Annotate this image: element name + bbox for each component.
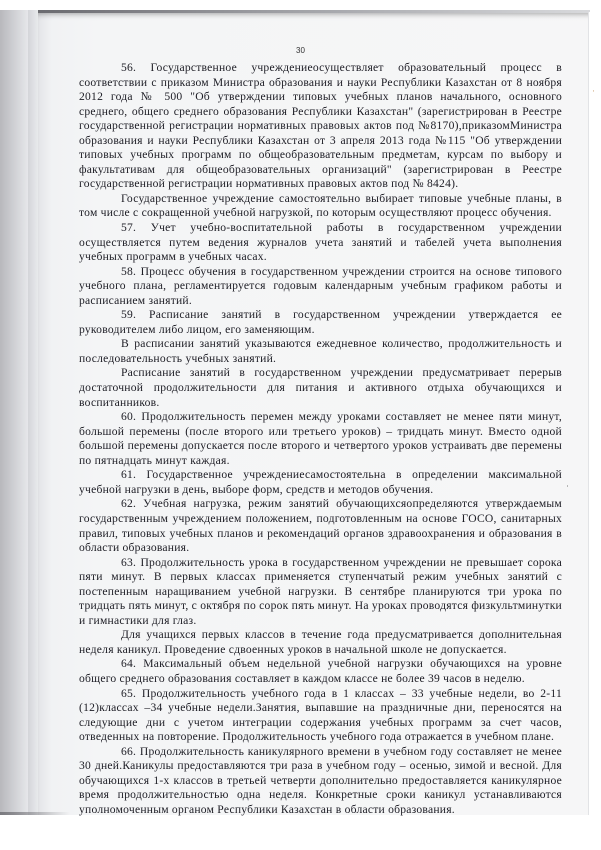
- paragraph-59: 59. Расписание занятий в государственном учреждении утверждается ее руководителем либо лицом, его заменяющим.: [79, 308, 562, 336]
- paragraph-56: 56. Государственное учреждениеосуществляет образовательный процесс в соответствии с приказом Министра образования и науки Республики Казахстан от 8 ноября 2012 года № 500 "Об утверждении типовых учебных планов начального, основного среднего, общего среднего образования Республики Казахстан" (зарегистрирован в Реестре государственной регистрации нормативных правовых актов под №8170),приказомМинистра образования и науки Республики Казахстан от 3 апреля 2013 года №115 "Об утверждении типовых учебных программ по общеобразовательным предметам, курсам по выбору и факультативам для общеобразовательных организаций" (зарегистрирован в Реестре государственной регистрации нормативных правовых актов под № 8424).: [79, 61, 562, 191]
- paragraph-56-note: Государственное учреждение самостоятельно выбирает типовые учебные планы, в том числе с сокращенной учебной нагрузкой, по которым осуществляют процесс обучения.: [79, 191, 562, 220]
- scan-stray-mark: ʾ: [566, 484, 569, 494]
- paragraph-63: 63. Продолжительность урока в государственном учреждении не превышает сорока пяти минут. В первых классах применяется ступенчатый режим учебных занятий с постепенным наращиванием учебной нагрузки. В сентябре планируются три урока по тридцать пять минут, с октября по сорок пять минут. На уроках проводятся физкультминутки и гимнастики для глаз.: [79, 555, 562, 627]
- page-number: 30: [296, 46, 305, 55]
- document-body: [79, 61, 562, 817]
- paragraph-62: 62. Учебная нагрузка, режим занятий обучающихсяопределяются утверждаемым государственным учреждением положением, подготовленным на основе ГОСО, санитарных правил, типовых учебных планов и рекомендаций органов здравоохранения и образования в области образования.: [79, 497, 562, 555]
- scan-smudge-mark: ·: [592, 86, 595, 96]
- page-top-edge: [38, 10, 590, 13]
- paragraph-65: 65. Продолжительность учебного года в 1 классах – 33 учебные недели, во 2-11 (12)классах –34 учебные недели.Занятия, выпавшие на праздничные дни, переносятся на следующие дни с учетом интеграции содержания учебных программ за счет часов, отведенных на повторение. Продолжительность учебного года отражается в учебном плане.: [79, 686, 562, 744]
- paragraph-61: 61. Государственное учреждениесамостоятельна в определении максимальной учебной нагрузки в день, выборе форм, средств и методов обучения.: [79, 468, 562, 496]
- page-right-margin: [588, 12, 601, 815]
- paragraph-58: 58. Процесс обучения в государственном учреждении строится на основе типового учебного плана, регламентируется годовым календарным учебным графиком работы и расписанием занятий.: [79, 264, 562, 307]
- paragraph-66: 66. Продолжительность каникулярного времени в учебном году составляет не менее 30 дней.Каникулы предоставляются три раза в учебном году – осенью, зимой и весной. Для обучающихся 1-х классов в третьей четверти дополнительно предоставляется каникулярное время продолжительностью одна неделя. Конкретные сроки каникул устанавливаются уполномоченным органом Республики Казахстан в области образования.: [79, 744, 562, 816]
- scan-binding-shadow: [0, 10, 40, 815]
- paragraph-60: 60. Продолжительность перемен между уроками составляет не менее пяти минут, большой перемены (после второго или третьего уроков) – тридцать минут. Вместо одной большой перемены допускается после второго и четвертого уроков устраивать две перемены по пятнадцать минут каждая.: [79, 410, 562, 467]
- paragraph-59-break: Расписание занятий в государственном учреждении предусматривает перерыв достаточной продолжительности для питания и активного отдыха обучающихся и воспитанников.: [79, 366, 562, 409]
- paragraph-59-schedule: В расписании занятий указываются ежедневное количество, продолжительность и последовательность учебных занятий.: [79, 337, 562, 365]
- paragraph-64: 64. Максимальный объем недельной учебной нагрузки обучающихся на уровне общего среднего образования составляет в каждом классе не более 39 часов в неделю.: [79, 657, 562, 685]
- paragraph-63-first-grade: Для учащихся первых классов в течение года предусматривается дополнительная неделя каникул. Проведение сдвоенных уроков в начальной школе не допускается.: [79, 628, 562, 656]
- scan-bottom-margin: [0, 815, 601, 850]
- paragraph-57: 57. Учет учебно-воспитательной работы в государственном учреждении осуществляется путем ведения журналов учета занятий и табелей учета выполнения учебных программ в учебных часах.: [79, 221, 562, 264]
